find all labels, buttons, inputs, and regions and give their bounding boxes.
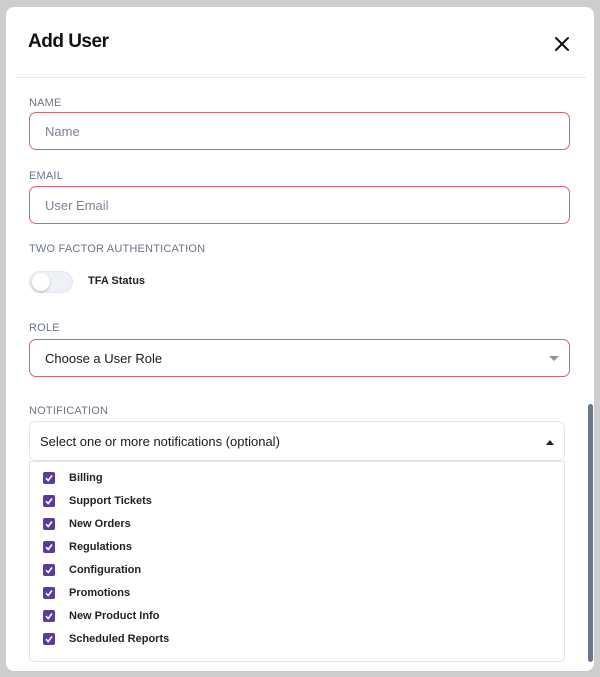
notification-option[interactable] — [43, 583, 130, 603]
add-user-modal — [6, 7, 594, 671]
chevron-down-icon — [549, 356, 559, 361]
notification-option[interactable] — [43, 560, 141, 580]
name-input[interactable] — [30, 113, 569, 149]
notification-option[interactable] — [43, 491, 152, 511]
role-select[interactable] — [29, 339, 570, 377]
tfa-label: TWO FACTOR AUTHENTICATION — [29, 243, 206, 255]
checkbox-checked-icon[interactable] — [43, 495, 55, 507]
notification-option[interactable] — [43, 629, 169, 649]
tfa-toggle[interactable] — [29, 271, 73, 293]
option-label: New Product Info — [69, 610, 160, 622]
notification-placeholder: Select one or more notifications (optional) — [40, 434, 280, 449]
checkbox-checked-icon[interactable] — [43, 541, 55, 553]
notification-options-list — [29, 461, 565, 662]
notification-multiselect[interactable] — [29, 421, 565, 461]
checkbox-checked-icon[interactable] — [43, 564, 55, 576]
checkbox-checked-icon[interactable] — [43, 610, 55, 622]
checkbox-checked-icon[interactable] — [43, 518, 55, 530]
option-label: Configuration — [69, 564, 142, 576]
option-label: Promotions — [69, 587, 131, 599]
option-label: Scheduled Reports — [69, 633, 170, 645]
role-label: ROLE — [29, 322, 60, 334]
checkbox-checked-icon[interactable] — [43, 633, 55, 645]
notification-option[interactable] — [43, 606, 159, 626]
name-label: NAME — [29, 97, 62, 109]
notification-option[interactable] — [43, 537, 132, 557]
toggle-knob — [32, 273, 50, 291]
tfa-status-label: TFA Status — [88, 275, 146, 287]
checkbox-checked-icon[interactable] — [43, 472, 55, 484]
email-field-wrapper — [29, 186, 570, 224]
notification-label: NOTIFICATION — [29, 405, 109, 417]
modal-title: Add User — [28, 31, 109, 52]
close-icon[interactable] — [552, 34, 572, 54]
checkbox-checked-icon[interactable] — [43, 587, 55, 599]
option-label: Support Tickets — [69, 495, 152, 507]
option-label: Billing — [69, 472, 103, 484]
option-label: Regulations — [69, 541, 132, 553]
notification-option[interactable] — [43, 514, 131, 534]
header-divider — [16, 77, 586, 78]
option-label: New Orders — [69, 518, 131, 530]
email-input[interactable] — [30, 187, 569, 223]
role-select-value: Choose a User Role — [45, 351, 163, 366]
email-label: EMAIL — [29, 170, 64, 182]
chevron-up-icon — [546, 440, 554, 445]
name-field-wrapper — [29, 112, 570, 150]
notification-option[interactable] — [43, 468, 103, 488]
scrollbar[interactable] — [588, 404, 593, 662]
